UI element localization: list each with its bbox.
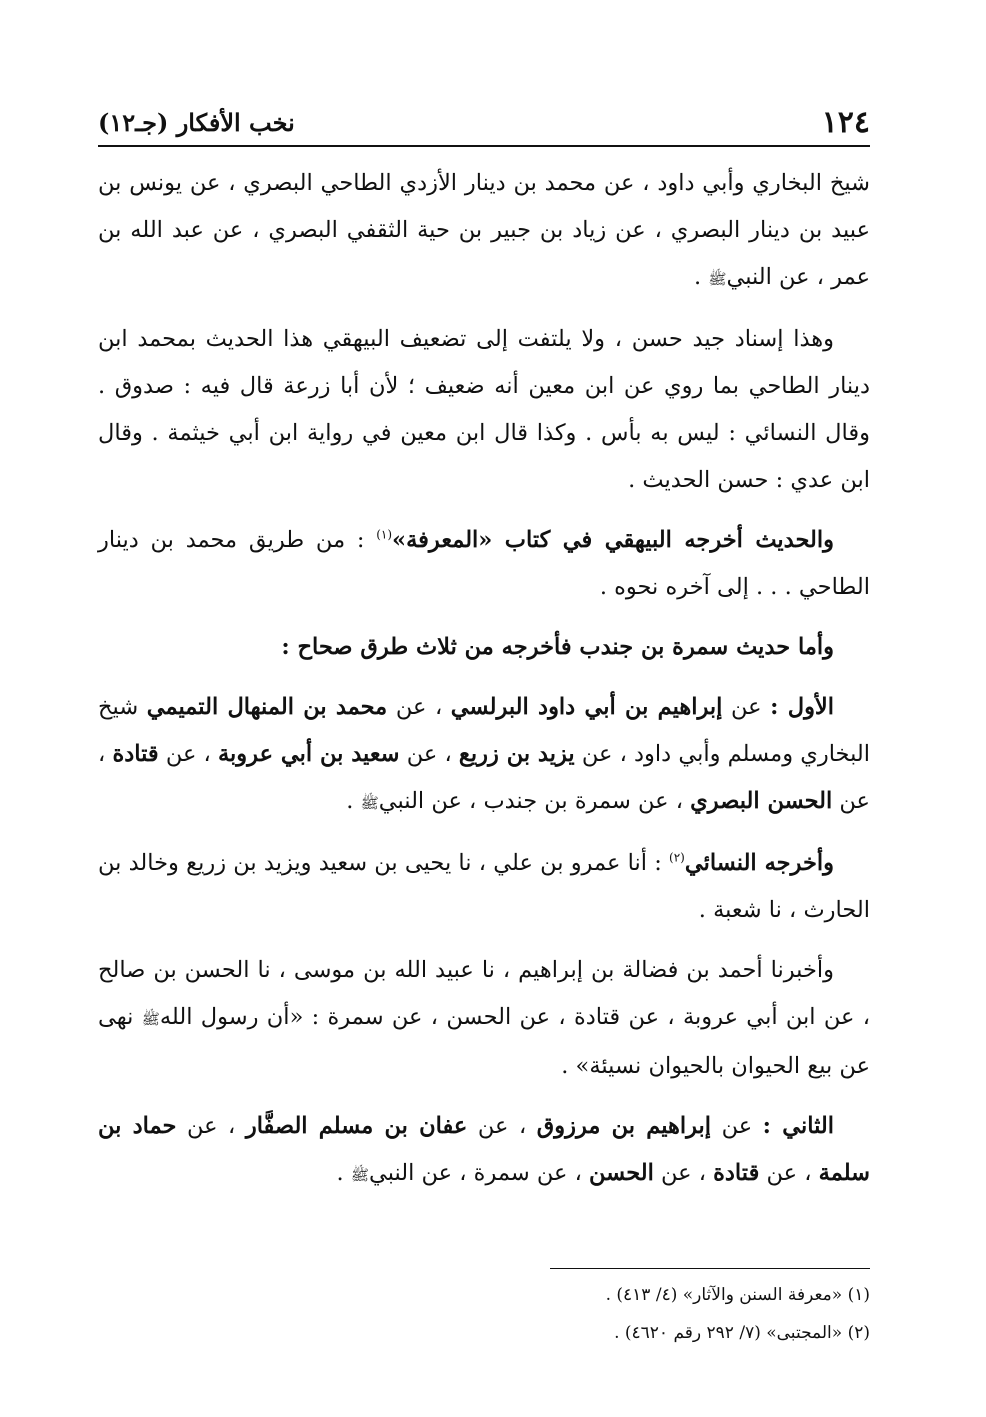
page-number: ١٢٤: [821, 104, 870, 140]
salutation-glyph: ﷺ: [141, 1010, 160, 1028]
paragraph-bayhaqi: والحديث أخرجه البيهقي في كتاب «المعرفة»$^{(١)}$ : من طريق محمد بن دينار الطاحي . . . إلى آخره نحوه .: [98, 527, 870, 600]
running-title: نخب الأفكار (جـ١٢): [98, 107, 295, 137]
footnote-2: (٢) «المجتبى» (٧/ ٢٩٢ رقم ٤٦٢٠) .: [614, 1323, 870, 1343]
salutation-glyph: ﷺ: [708, 270, 727, 288]
footnotes: [98, 1276, 870, 1352]
footnote-ref-2: (٢): [669, 850, 685, 865]
header-rule: [98, 145, 870, 147]
footnote-separator: [550, 1268, 870, 1269]
paragraph-chain-1: شيخ البخاري وأبي داود ، عن محمد بن دينار الأزدي الطاحي البصري ، عن يونس بن عبيد بن دينار البصري ، عن زياد بن جبير بن حية الثقفي البصري ، عن عبد الله بن عمر ، عن النبيﷺ .: [98, 170, 870, 290]
paragraph-second-route: الثاني : عن إبراهيم بن مرزوق ، عن عفان بن مسلم الصفَّار ، عن حماد بن سلمة ، عن قتادة ، عن الحسن ، عن سمرة ، عن النبيﷺ .: [98, 1113, 870, 1186]
paragraph-commentary: وهذا إسناد جيد حسن ، ولا يلتفت إلى تضعيف البيهقي هذا الحديث بمحمد ابن دينار الطاحي بما روي عن ابن معين أنه ضعيف ؛ لأن أبا زرعة قال فيه : صدوق . وقال النسائي : ليس به بأس . وكذا قال ابن معين في رواية ابن أبي خيثمة . وقال ابن عدي : حسن الحديث .: [98, 326, 870, 493]
footnote-ref-1: (١): [376, 527, 393, 542]
paragraph-akhbarana: وأخبرنا أحمد بن فضالة بن إبراهيم ، نا عبيد الله بن موسى ، نا الحسن بن صالح ، عن ابن أبي عروبة ، عن قتادة ، عن الحسن ، عن سمرة : «أن رسول اللهﷺ نهى عن بيع الحيوان بالحيوان نسيئة» .: [98, 957, 870, 1079]
salutation-glyph: ﷺ: [350, 1166, 369, 1184]
paragraph-nasai: وأخرجه النسائي$^{(٢)}$ : أنا عمرو بن علي ، نا يحيى بن سعيد ويزيد بن زريع وخالد بن الحارث ، نا شعبة .: [98, 850, 870, 923]
salutation-glyph: ﷺ: [360, 794, 379, 812]
section-heading: وأما حديث سمرة بن جندب فأخرجه من ثلاث طرق صحاح :: [281, 634, 834, 660]
page-header: [98, 102, 870, 142]
paragraph-first-route: الأول : عن إبراهيم بن أبي داود البرلسي ، عن محمد بن المنهال التميمي شيخ البخاري ومسلم وأبي داود ، عن يزيد بن زريع ، عن سعيد بن أبي عروبة ، عن قتادة ، عن الحسن البصري ، عن سمرة بن جندب ، عن النبيﷺ .: [98, 694, 870, 814]
footnote-1: (١) «معرفة السنن والآثار» (٤/ ٤١٣) .: [605, 1285, 870, 1305]
main-text: [98, 160, 870, 1212]
